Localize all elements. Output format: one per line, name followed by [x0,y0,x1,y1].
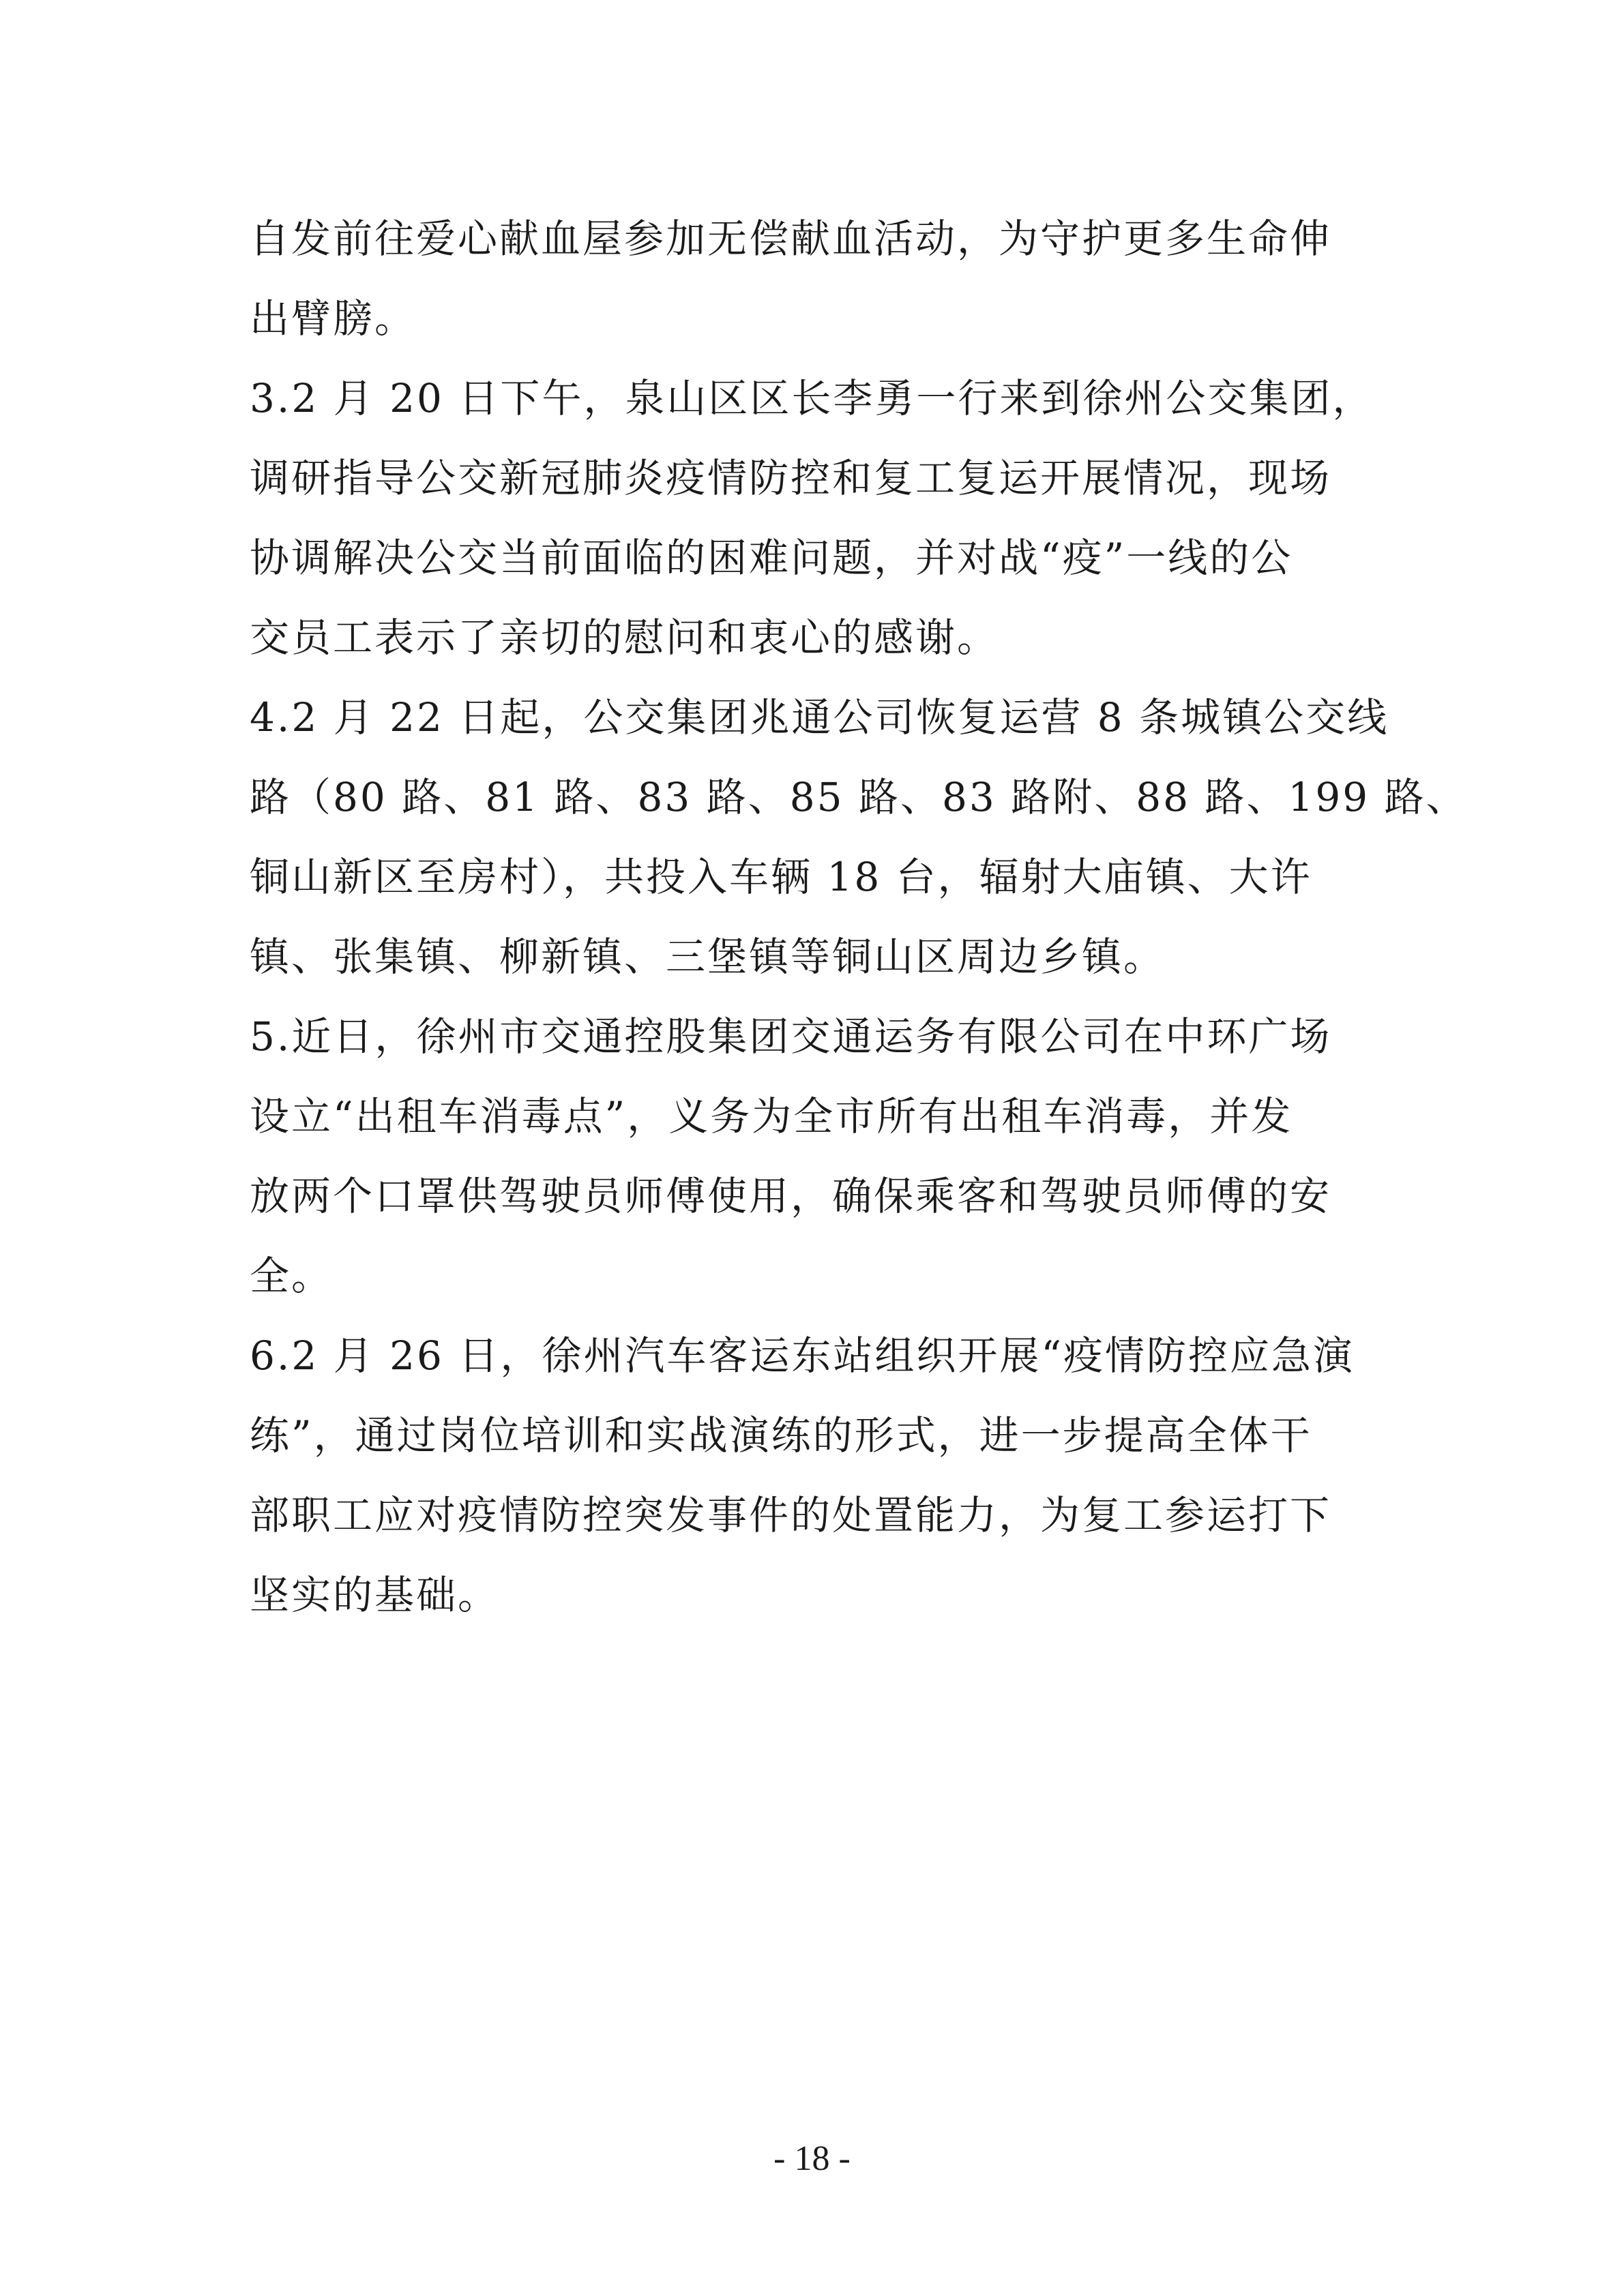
text-line: 练”，通过岗位培训和实战演练的形式，进一步提高全体干 [250,1412,1312,1459]
text-line: 放两个口罩供驾驶员师傅使用，确保乘客和驾驶员师傅的安 [250,1173,1332,1219]
text-line: 设立“出租车消毒点”，义务为全市所有出租车消毒，并发 [250,1093,1293,1139]
text-line: 4.2 月 22 日起，公交集团兆通公司恢复运营 8 条城镇公交线 [250,694,1389,741]
page-number: - 18 - [773,2139,851,2178]
text-line: 6.2 月 26 日，徐州汽车客运东站组织开展“疫情防控应急演 [250,1332,1355,1379]
text-line: 部职工应对疫情防控突发事件的处置能力，为复工参运打下 [250,1492,1332,1538]
text-line: 出臂膀。 [250,295,417,342]
text-line: 镇、张集镇、柳新镇、三堡镇等铜山区周边乡镇。 [250,934,1166,980]
text-line: 3.2 月 20 日下午，泉山区区长李勇一行来到徐州公交集团， [250,375,1374,421]
text-line: 铜山新区至房村），共投入车辆 18 台，辐射大庙镇、大许 [250,854,1312,900]
text-line: 自发前往爱心献血屋参加无偿献血活动，为守护更多生命伸 [250,215,1332,262]
text-line: 全。 [250,1253,334,1299]
text-line: 5.近日，徐州市交通控股集团交通运务有限公司在中环广场 [250,1013,1332,1060]
text-line: 交员工表示了亲切的慰问和衷心的感谢。 [250,614,999,661]
text-line: 坚实的基础。 [250,1572,500,1618]
body-text [250,199,1468,1635]
text-line: 路（80 路、81 路、83 路、85 路、83 路附、88 路、199 路、 [250,774,1468,820]
text-line: 调研指导公交新冠肺炎疫情防控和复工复运开展情况，现场 [250,455,1332,501]
text-line: 协调解决公交当前面临的困难问题，并对战“疫”一线的公 [250,535,1293,581]
